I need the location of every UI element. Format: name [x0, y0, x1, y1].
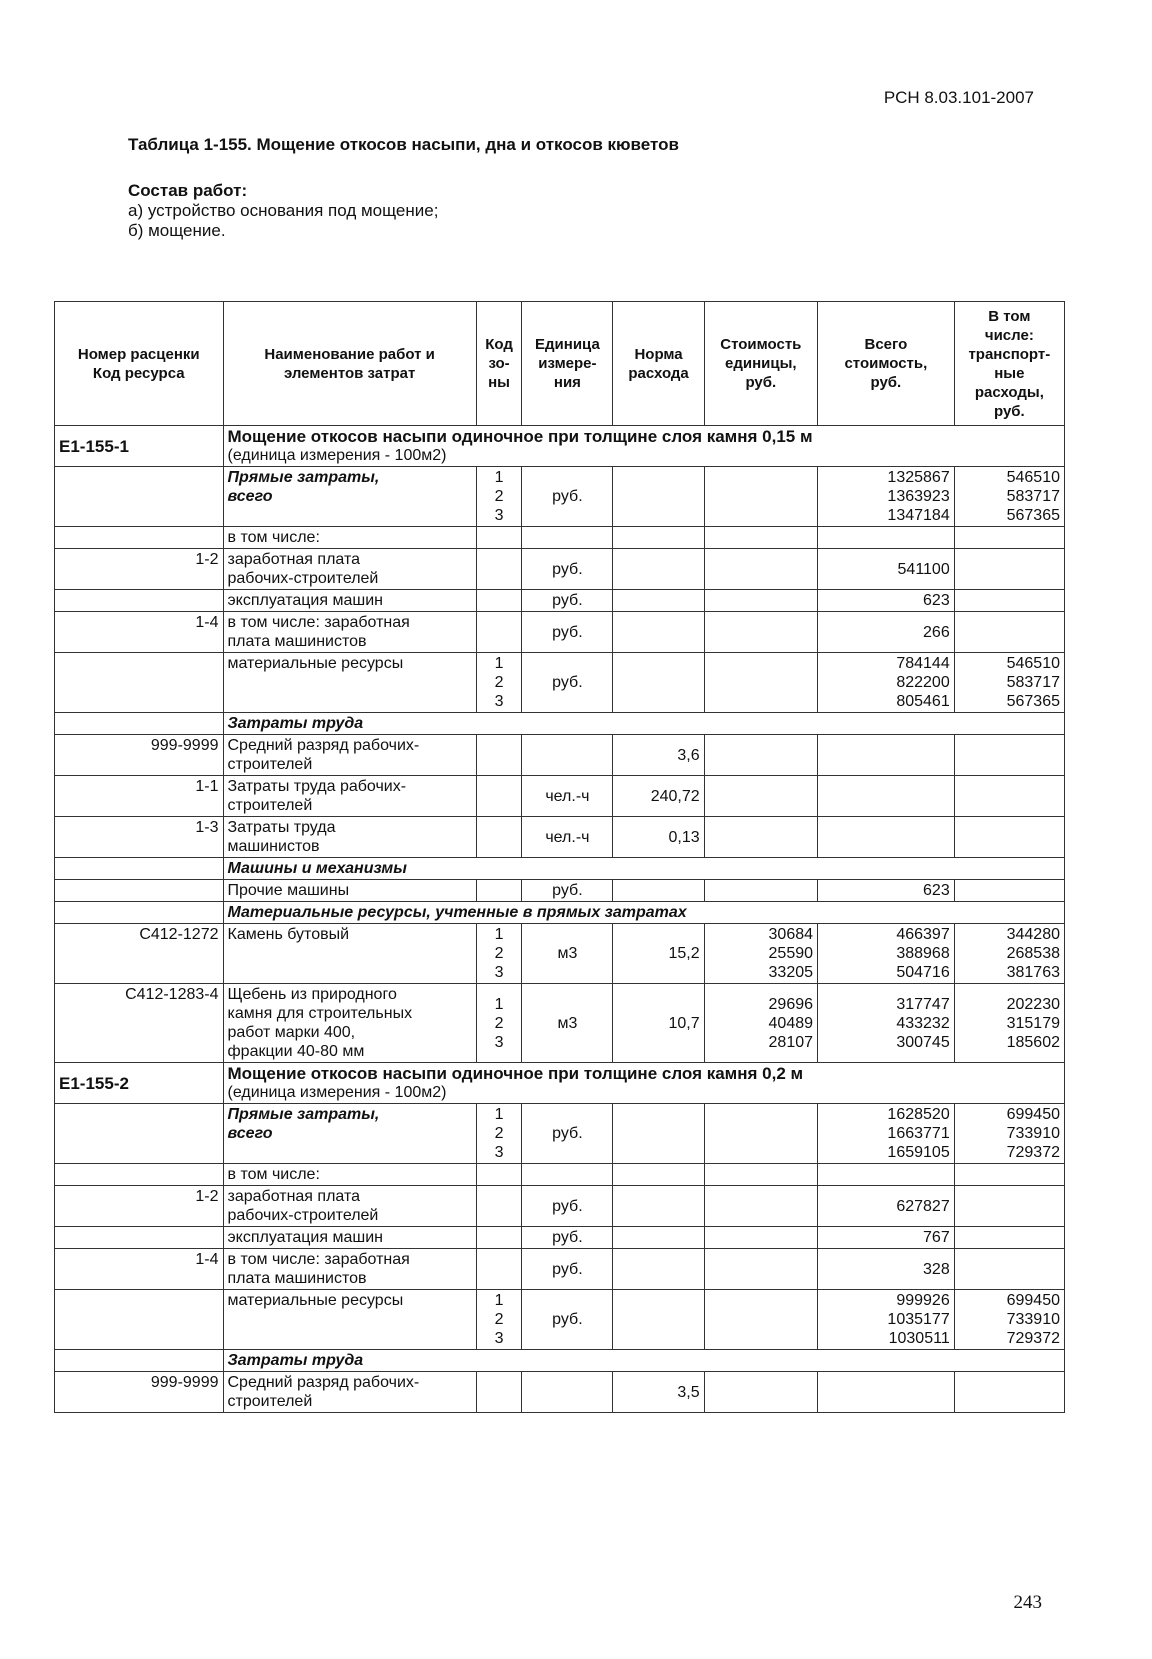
machines-heading: Машины и механизмы	[223, 858, 1065, 880]
table-row	[55, 590, 1065, 612]
table-row	[55, 776, 1065, 817]
labor-heading: Затраты труда	[223, 713, 1065, 735]
table-row	[55, 817, 1065, 858]
table-row	[55, 1249, 1065, 1290]
resource-code: 1-2	[55, 1186, 224, 1227]
table-row	[55, 984, 1065, 1063]
unit: руб.	[522, 549, 613, 590]
norm: 240,72	[613, 776, 704, 817]
section-unit-note: (единица измерения - 100м2)	[227, 1084, 447, 1101]
total-cost: 266	[818, 612, 955, 653]
item-name: заработная плата рабочих-строителей	[223, 1186, 476, 1227]
unit: руб.	[522, 467, 613, 527]
zone-codes: 1 2 3	[476, 653, 522, 713]
total-cost: 1325867 1363923 1347184	[818, 467, 955, 527]
resource-code: 1-4	[55, 612, 224, 653]
total-cost: 767	[818, 1227, 955, 1249]
unit: руб.	[522, 880, 613, 902]
header-transport: В том числе: транспорт- ные расходы, руб.	[954, 302, 1064, 426]
item-name: Затраты труда машинистов	[223, 817, 476, 858]
total-cost: 317747 433232 300745	[818, 984, 955, 1063]
unit: м3	[522, 924, 613, 984]
table-row	[55, 549, 1065, 590]
header-total: Всего стоимость, руб.	[818, 302, 955, 426]
item-name: в том числе: заработная плата машинистов	[223, 612, 476, 653]
table-row	[55, 653, 1065, 713]
total-cost: 328	[818, 1249, 955, 1290]
transport-cost: 699450 733910 729372	[954, 1104, 1064, 1164]
zone-codes: 1 2 3	[476, 924, 522, 984]
total-cost: 541100	[818, 549, 955, 590]
resource-code: 1-1	[55, 776, 224, 817]
header-unit: Единица измере- ния	[522, 302, 613, 426]
unit	[522, 735, 613, 776]
transport-cost: 344280 268538 381763	[954, 924, 1064, 984]
norm: 0,13	[613, 817, 704, 858]
including-label: в том числе:	[223, 1164, 476, 1186]
unit-cost: 29696 40489 28107	[704, 984, 817, 1063]
header-zone: Код зо- ны	[476, 302, 522, 426]
item-name: Средний разряд рабочих- строителей	[223, 735, 476, 776]
table-row	[55, 735, 1065, 776]
subheading-row	[55, 1350, 1065, 1372]
header-code: Номер расценки Код ресурса	[55, 302, 224, 426]
rate-code: Е1-155-2	[55, 1063, 224, 1104]
zone-codes: 1 2 3	[476, 467, 522, 527]
section-title-row	[55, 1063, 1065, 1104]
including-label: в том числе:	[223, 527, 476, 549]
item-name: эксплуатация машин	[223, 1227, 476, 1249]
resource-code: 1-4	[55, 1249, 224, 1290]
item-name: Затраты труда рабочих- строителей	[223, 776, 476, 817]
item-name: эксплуатация машин	[223, 590, 476, 612]
unit: руб.	[522, 1186, 613, 1227]
resource-code: 999-9999	[55, 735, 224, 776]
resource-code: С412-1283-4	[55, 984, 224, 1063]
section-name: Мощение откосов насыпи одиночное при толщине слоя камня 0,15 м	[227, 427, 813, 446]
table-row	[55, 527, 1065, 549]
total-cost: 623	[818, 880, 955, 902]
item-name: материальные ресурсы	[223, 1290, 476, 1350]
item-name: в том числе: заработная плата машинистов	[223, 1249, 476, 1290]
table-row	[55, 1372, 1065, 1413]
unit: руб.	[522, 1249, 613, 1290]
zone-codes: 1 2 3	[476, 984, 522, 1063]
table-title: Таблица 1-155. Мощение откосов насыпи, дна и откосов кюветов	[128, 135, 679, 154]
header-norm: Норма расхода	[613, 302, 704, 426]
table-row	[55, 880, 1065, 902]
resource-code: С412-1272	[55, 924, 224, 984]
norm: 10,7	[613, 984, 704, 1063]
unit: руб.	[522, 1290, 613, 1350]
composition-item: а) устройство основания под мощение;	[128, 201, 439, 220]
subheading-row	[55, 713, 1065, 735]
page-number: 243	[1013, 1592, 1042, 1613]
norm: 3,5	[613, 1372, 704, 1413]
zone-codes: 1 2 3	[476, 1104, 522, 1164]
norm: 15,2	[613, 924, 704, 984]
table-row	[55, 1227, 1065, 1249]
zone-codes: 1 2 3	[476, 1290, 522, 1350]
unit: руб.	[522, 590, 613, 612]
document-code: РСН 8.03.101-2007	[883, 88, 1034, 107]
header-name: Наименование работ и элементов затрат	[223, 302, 476, 426]
total-cost: 623	[818, 590, 955, 612]
unit: руб.	[522, 1104, 613, 1164]
table-row	[55, 924, 1065, 984]
transport-cost: 699450 733910 729372	[954, 1290, 1064, 1350]
norm: 3,6	[613, 735, 704, 776]
header-unit-cost: Стоимость единицы, руб.	[704, 302, 817, 426]
section-name: Мощение откосов насыпи одиночное при толщине слоя камня 0,2 м	[227, 1064, 804, 1083]
section-title	[223, 1063, 1065, 1104]
total-cost: 466397 388968 504716	[818, 924, 955, 984]
subheading-row	[55, 902, 1065, 924]
unit: руб.	[522, 653, 613, 713]
rate-code: Е1-155-1	[55, 426, 224, 467]
total-cost: 627827	[818, 1186, 955, 1227]
resource-code: 999-9999	[55, 1372, 224, 1413]
rates-table	[54, 301, 1065, 1413]
section-title	[223, 426, 1065, 467]
unit: руб.	[522, 612, 613, 653]
item-name: Щебень из природного камня для строительных работ марки 400, фракции 40-80 мм	[223, 984, 476, 1063]
section-unit-note: (единица измерения - 100м2)	[227, 447, 447, 464]
transport-cost: 546510 583717 567365	[954, 653, 1064, 713]
table-row	[55, 1164, 1065, 1186]
item-name: материальные ресурсы	[223, 653, 476, 713]
resource-code: 1-2	[55, 549, 224, 590]
composition-heading: Состав работ:	[128, 181, 248, 200]
transport-cost: 546510 583717 567365	[954, 467, 1064, 527]
unit: м3	[522, 984, 613, 1063]
item-name: Прочие машины	[223, 880, 476, 902]
composition-item: б) мощение.	[128, 221, 226, 240]
total-cost: 784144 822200 805461	[818, 653, 955, 713]
total-cost: 1628520 1663771 1659105	[818, 1104, 955, 1164]
unit: чел.-ч	[522, 776, 613, 817]
table-row	[55, 1186, 1065, 1227]
item-name: Камень бутовый	[223, 924, 476, 984]
direct-costs-label: Прямые затраты, всего	[223, 1104, 476, 1164]
subheading-row	[55, 858, 1065, 880]
table-header-row	[55, 302, 1065, 426]
labor-heading: Затраты труда	[223, 1350, 1065, 1372]
resource-code: 1-3	[55, 817, 224, 858]
unit: чел.-ч	[522, 817, 613, 858]
transport-cost: 202230 315179 185602	[954, 984, 1064, 1063]
work-composition	[128, 181, 438, 241]
section-title-row	[55, 426, 1065, 467]
table-row	[55, 612, 1065, 653]
direct-costs-label: Прямые затраты, всего	[223, 467, 476, 527]
materials-heading: Материальные ресурсы, учтенные в прямых затратах	[223, 902, 1065, 924]
item-name: заработная плата рабочих-строителей	[223, 549, 476, 590]
item-name: Средний разряд рабочих- строителей	[223, 1372, 476, 1413]
total-cost: 999926 1035177 1030511	[818, 1290, 955, 1350]
unit	[522, 1372, 613, 1413]
table-row	[55, 1290, 1065, 1350]
table-row	[55, 1104, 1065, 1164]
unit: руб.	[522, 1227, 613, 1249]
table-row	[55, 467, 1065, 527]
unit-cost: 30684 25590 33205	[704, 924, 817, 984]
